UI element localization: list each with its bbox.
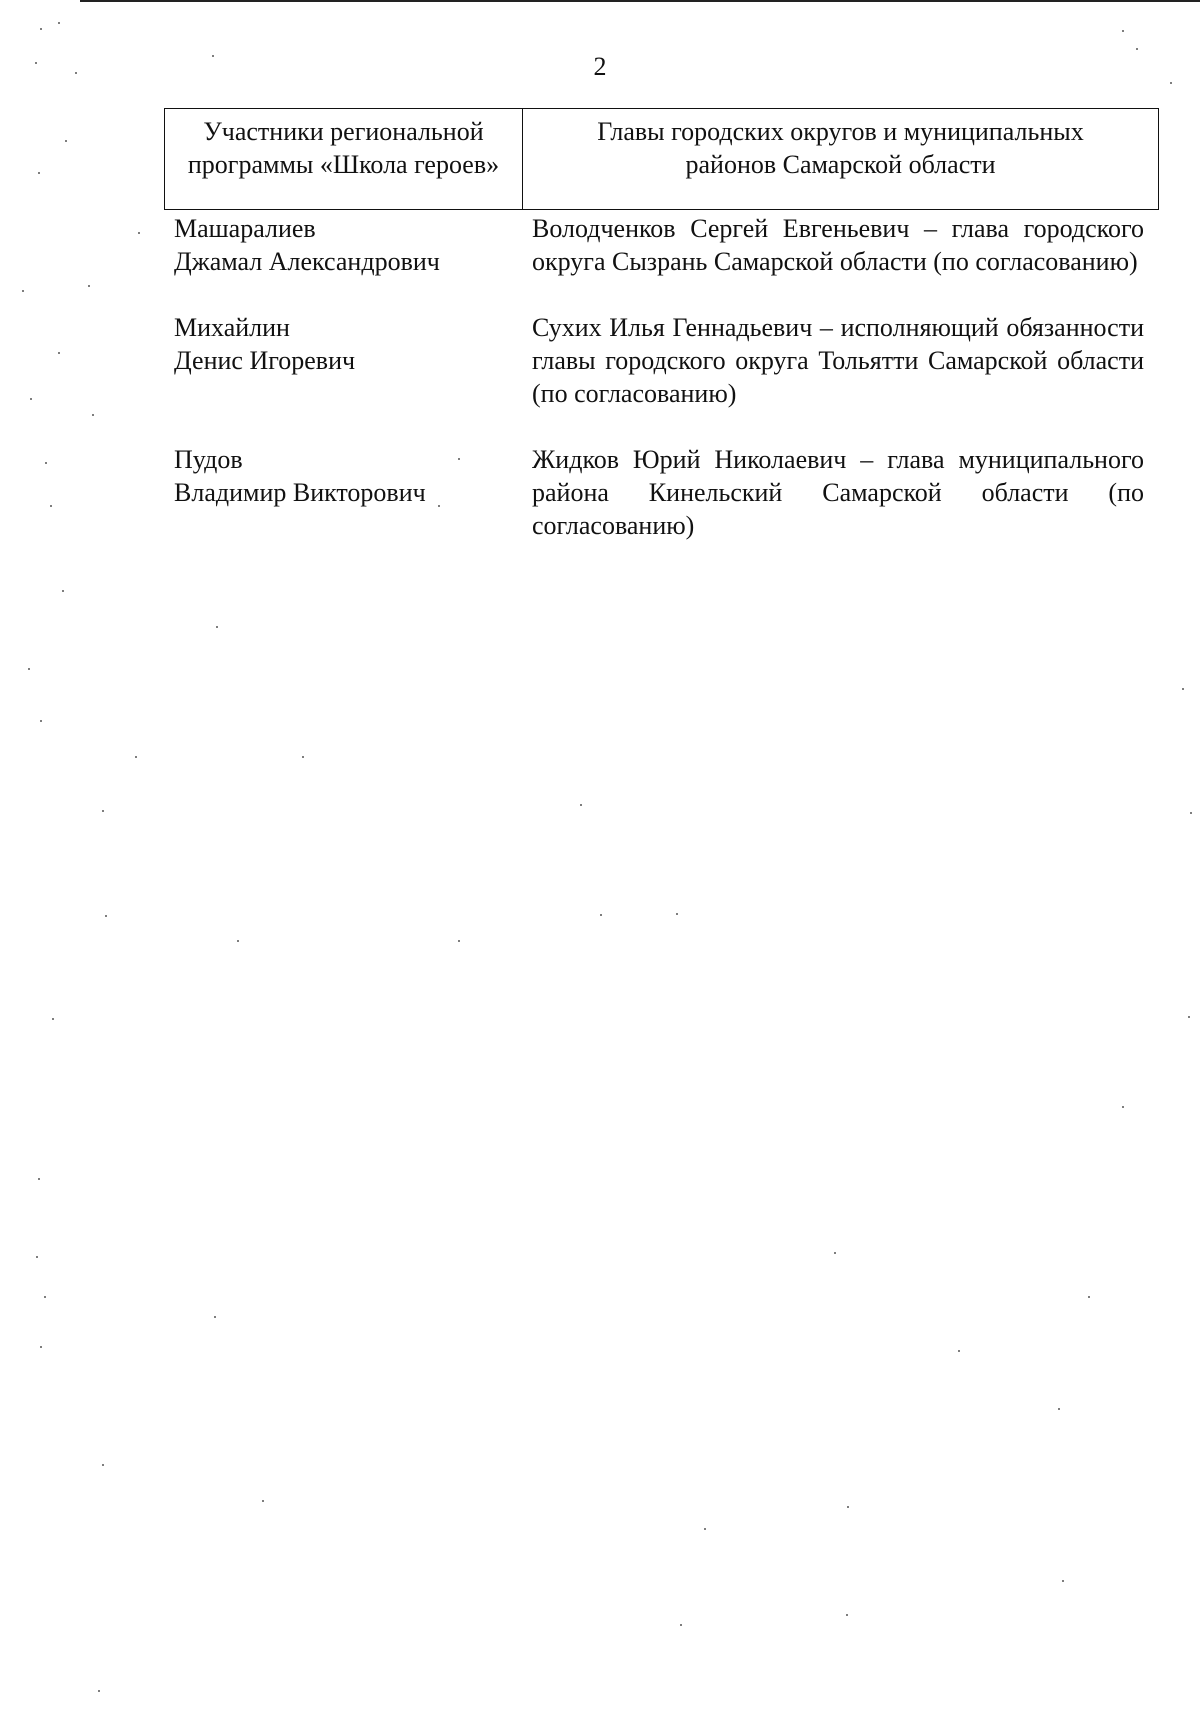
participant-surname: Машаралиев bbox=[174, 214, 316, 243]
table-header bbox=[164, 108, 1159, 210]
table-row bbox=[174, 443, 1147, 542]
head-description: Володченков Сергей Евгеньевич – глава городского округа Сызрань Самарской области (по согласованию) bbox=[532, 214, 1144, 276]
heads-column-header: Главы городских округов и муниципальных районов Самарской области bbox=[597, 117, 1084, 179]
page-number: 2 bbox=[593, 52, 607, 81]
participant-cell bbox=[174, 311, 532, 410]
top-edge-rule bbox=[80, 0, 1200, 2]
head-description: Сухих Илья Геннадьевич – исполняющий обязанности главы городского округа Тольятти Самарской области (по согласованию) bbox=[532, 313, 1144, 408]
participant-cell bbox=[174, 443, 532, 542]
assignment-list bbox=[174, 212, 1147, 575]
table-row bbox=[174, 212, 1147, 278]
participant-name: Джамал Александрович bbox=[174, 247, 440, 276]
participant-surname: Пудов bbox=[174, 445, 243, 474]
participant-name: Денис Игоревич bbox=[174, 346, 356, 375]
head-description: Жидков Юрий Николаевич – глава муниципального района Кинельский Самарской области (по согласованию) bbox=[532, 445, 1144, 540]
table-row bbox=[174, 311, 1147, 410]
participants-column-header: Участники региональной программы «Школа героев» bbox=[165, 109, 523, 209]
participant-surname: Михайлин bbox=[174, 313, 290, 342]
participant-cell bbox=[174, 212, 532, 278]
participant-name: Владимир Викторович bbox=[174, 478, 426, 507]
